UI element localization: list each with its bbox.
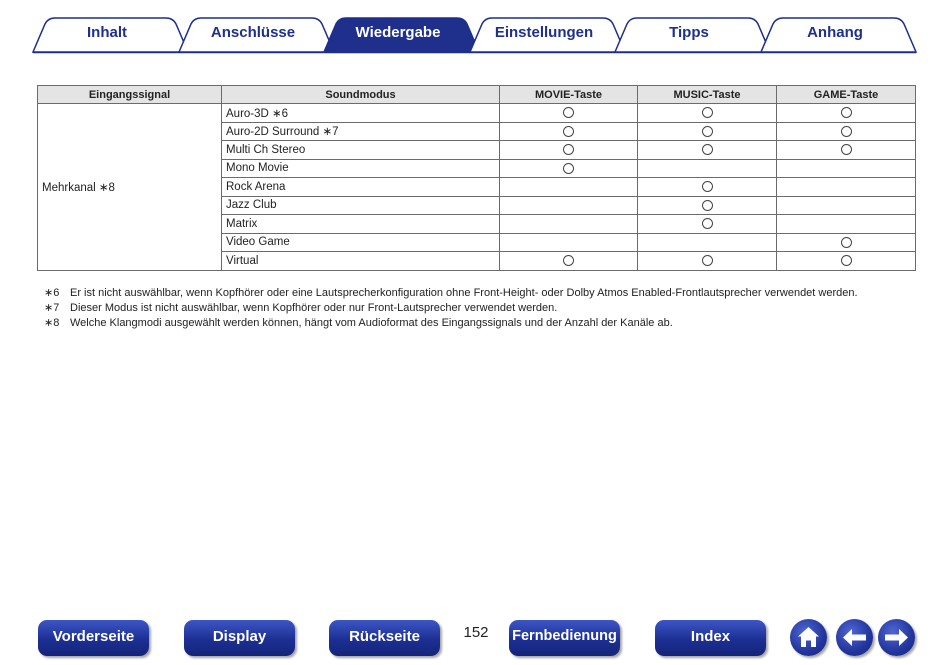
footnotes (44, 286, 924, 331)
available-circle-icon (841, 107, 852, 118)
movie-taste-cell (500, 252, 638, 271)
arrow-left-icon (836, 619, 873, 656)
movie-taste-cell (500, 178, 638, 197)
page-number: 152 (463, 624, 489, 641)
sound-mode-cell: Video Game (222, 233, 500, 252)
display-button[interactable]: Display (184, 620, 295, 656)
movie-taste-cell (500, 122, 638, 141)
available-circle-icon (563, 107, 574, 118)
tab-inhalt[interactable]: Inhalt (87, 24, 127, 41)
tab-wiedergabe[interactable]: Wiedergabe (355, 24, 441, 41)
header-soundmodus: Soundmodus (222, 86, 500, 104)
movie-taste-cell (500, 104, 638, 123)
game-taste-cell (777, 178, 916, 197)
input-signal-cell: Mehrkanal ∗8 (38, 104, 222, 271)
movie-taste-cell (500, 141, 638, 160)
music-taste-cell (638, 159, 777, 178)
movie-taste-cell (500, 196, 638, 215)
available-circle-icon (702, 200, 713, 211)
header-eingangssignal: Eingangssignal (38, 86, 222, 104)
sound-mode-table (37, 85, 916, 271)
home-icon (790, 619, 827, 656)
game-taste-cell (777, 252, 916, 271)
sound-mode-cell: Auro-3D ∗6 (222, 104, 500, 123)
header-music-taste: MUSIC-Taste (638, 86, 777, 104)
music-taste-cell (638, 252, 777, 271)
available-circle-icon (563, 126, 574, 137)
chapter-tab-bar (0, 0, 950, 56)
game-taste-cell (777, 196, 916, 215)
index-button[interactable]: Index (655, 620, 766, 656)
available-circle-icon (702, 255, 713, 266)
footnote-mark: ∗8 (44, 317, 60, 329)
game-taste-cell (777, 233, 916, 252)
available-circle-icon (702, 144, 713, 155)
footnote (44, 316, 924, 331)
music-taste-cell (638, 141, 777, 160)
footnote-text: Welche Klangmodi ausgewählt werden können, hängt vom Audioformat des Eingangssignals und der Anzahl der Kanäle ab. (70, 317, 673, 329)
table-header-row (38, 86, 916, 104)
music-taste-cell (638, 104, 777, 123)
sound-mode-cell: Rock Arena (222, 178, 500, 197)
movie-taste-cell (500, 215, 638, 234)
available-circle-icon (563, 144, 574, 155)
available-circle-icon (841, 255, 852, 266)
game-taste-cell (777, 104, 916, 123)
movie-taste-cell (500, 233, 638, 252)
available-circle-icon (841, 237, 852, 248)
available-circle-icon (702, 218, 713, 229)
game-taste-cell (777, 215, 916, 234)
sound-mode-cell: Multi Ch Stereo (222, 141, 500, 160)
fernbedienung-button[interactable]: Fernbedienung (509, 620, 620, 656)
back-button[interactable] (836, 619, 873, 656)
music-taste-cell (638, 233, 777, 252)
sound-mode-cell: Virtual (222, 252, 500, 271)
sound-mode-cell: Matrix (222, 215, 500, 234)
music-taste-cell (638, 122, 777, 141)
tab-anschluesse[interactable]: Anschlüsse (210, 24, 296, 41)
music-taste-cell (638, 215, 777, 234)
available-circle-icon (702, 107, 713, 118)
table-row (38, 104, 916, 123)
music-taste-cell (638, 196, 777, 215)
footnote-mark: ∗6 (44, 287, 60, 299)
rueckseite-button[interactable]: Rückseite (329, 620, 440, 656)
footnote-text: Er ist nicht auswählbar, wenn Kopfhörer oder eine Lautsprecherkonfiguration ohne Front-Height- oder Dolby Atmos Enabled-Frontlautsprecher verwendet werden. (70, 287, 858, 299)
footnote-mark: ∗7 (44, 302, 60, 314)
available-circle-icon (563, 163, 574, 174)
available-circle-icon (702, 181, 713, 192)
sound-mode-cell: Auro-2D Surround ∗7 (222, 122, 500, 141)
sound-mode-cell: Mono Movie (222, 159, 500, 178)
footnote (44, 286, 924, 301)
vorderseite-button[interactable]: Vorderseite (38, 620, 149, 656)
arrow-right-icon (878, 619, 915, 656)
header-game-taste: GAME-Taste (777, 86, 916, 104)
game-taste-cell (777, 122, 916, 141)
forward-button[interactable] (878, 619, 915, 656)
footnote (44, 301, 924, 316)
tab-anhang[interactable]: Anhang (807, 24, 863, 41)
game-taste-cell (777, 141, 916, 160)
available-circle-icon (841, 126, 852, 137)
music-taste-cell (638, 178, 777, 197)
tab-einstellungen[interactable]: Einstellungen (494, 24, 594, 41)
available-circle-icon (841, 144, 852, 155)
movie-taste-cell (500, 159, 638, 178)
tab-tipps[interactable]: Tipps (669, 24, 709, 41)
home-button[interactable] (790, 619, 827, 656)
header-movie-taste: MOVIE-Taste (500, 86, 638, 104)
footnote-text: Dieser Modus ist nicht auswählbar, wenn Kopfhörer oder nur Front-Lautsprecher verwendet werden. (70, 302, 558, 314)
available-circle-icon (563, 255, 574, 266)
sound-mode-cell: Jazz Club (222, 196, 500, 215)
available-circle-icon (702, 126, 713, 137)
game-taste-cell (777, 159, 916, 178)
